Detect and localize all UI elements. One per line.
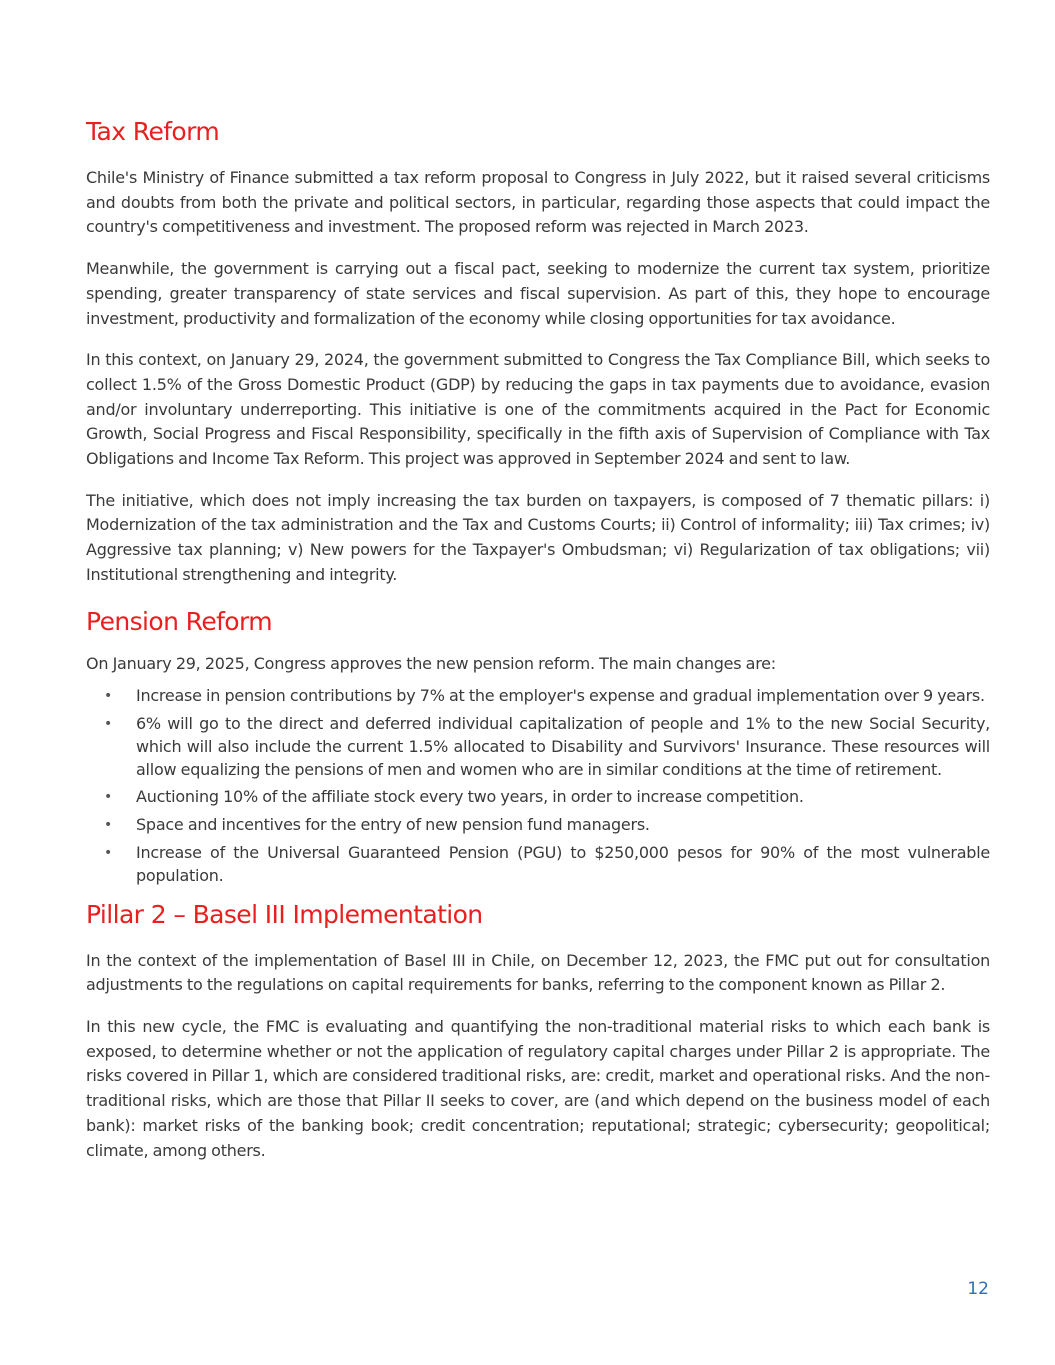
tax-reform-paragraph-2: Meanwhile, the government is carrying out a fiscal pact, seeking to modernize the current tax system, prioritize spending, greater transparency of state services and fiscal supervision. As part of this, they hope to encourage investment, productivity and formalization of the economy while closing opportunities for tax avoidance. xyxy=(86,259,990,328)
bullet-icon: • xyxy=(104,716,113,733)
page-number: 12 xyxy=(967,1279,989,1299)
pension-reform-intro: On January 29, 2025, Congress approves the new pension reform. The main changes are: xyxy=(86,653,776,673)
list-item xyxy=(86,685,990,708)
pension-reform-heading: Pension Reform xyxy=(86,606,272,636)
list-item xyxy=(86,786,990,809)
list-item xyxy=(86,713,990,781)
bullet-icon: • xyxy=(104,845,113,862)
pillar2-paragraph-1: In the context of the implementation of Basel III in Chile, on December 12, 2023, the FMC put out for consultation adjustments to the regulations on capital requirements for banks, referring to the component known as Pillar 2. xyxy=(86,950,990,995)
tax-reform-heading: Tax Reform xyxy=(86,117,220,146)
list-item-text: Auctioning 10% of the affiliate stock every two years, in order to increase competition. xyxy=(136,787,804,807)
pillar2-heading: Pillar 2 – Basel III Implementation xyxy=(86,899,483,929)
list-item-text: Space and incentives for the entry of new pension fund managers. xyxy=(136,815,650,835)
pillar2-paragraph-2: In this new cycle, the FMC is evaluating and quantifying the non-traditional material risks to which each bank is exposed, to determine whether or not the application of regulatory capital charges under Pillar 2 is appropriate. The risks covered in Pillar 1, which are considered traditional risks, are: credit, market and operational risks. And the non-traditional risks, which are those that Pillar II seeks to cover, are (and which depend on the business model of each bank): market risks of the banking book; credit concentration; reputational; strategic; cybersecurity; geopolitical; climate, among others. xyxy=(86,1017,990,1160)
list-item-text: Increase in pension contributions by 7% at the employer's expense and gradual implementation over 9 years. xyxy=(136,686,985,706)
bullet-icon: • xyxy=(104,817,113,834)
list-item xyxy=(86,842,990,888)
list-item xyxy=(86,814,990,837)
tax-reform-paragraph-3: In this context, on January 29, 2024, the government submitted to Congress the Tax Compliance Bill, which seeks to collect 1.5% of the Gross Domestic Product (GDP) by reducing the gaps in tax payments due to avoidance, evasion and/or involuntary underreporting. This initiative is one of the commitments acquired in the Pact for Economic Growth, Social Progress and Fiscal Responsibility, specifically in the fifth axis of Supervision of Compliance with Tax Obligations and Income Tax Reform. This project was approved in September 2024 and sent to law. xyxy=(86,350,990,469)
tax-reform-paragraph-4: The initiative, which does not imply increasing the tax burden on taxpayers, is composed of 7 thematic pillars: i) Modernization of the tax administration and the Tax and Customs Courts; ii) Control of informality; iii) Tax crimes; iv) Aggressive tax planning; v) New powers for the Taxpayer's Ombudsman; vi) Regularization of tax obligations; vii) Institutional strengthening and integrity. xyxy=(86,490,990,584)
pension-changes-list xyxy=(86,685,990,887)
page-content xyxy=(86,114,990,1163)
list-item-text: Increase of the Universal Guaranteed Pension (PGU) to $250,000 pesos for 90% of the most vulnerable population. xyxy=(136,843,990,885)
bullet-icon: • xyxy=(104,688,113,705)
bullet-icon: • xyxy=(104,789,113,806)
tax-reform-paragraph-1: Chile's Ministry of Finance submitted a tax reform proposal to Congress in July 2022, but it raised several criticisms and doubts from both the private and political sectors, in particular, regarding those aspects that could impact the country's competitiveness and investment. The proposed reform was rejected in March 2023. xyxy=(86,168,990,237)
list-item-text: 6% will go to the direct and deferred individual capitalization of people and 1% to the new Social Security, which will also include the current 1.5% allocated to Disability and Survivors' Insurance. These resources will allow equalizing the pensions of men and women who are in similar conditions at the time of retirement. xyxy=(136,714,990,779)
